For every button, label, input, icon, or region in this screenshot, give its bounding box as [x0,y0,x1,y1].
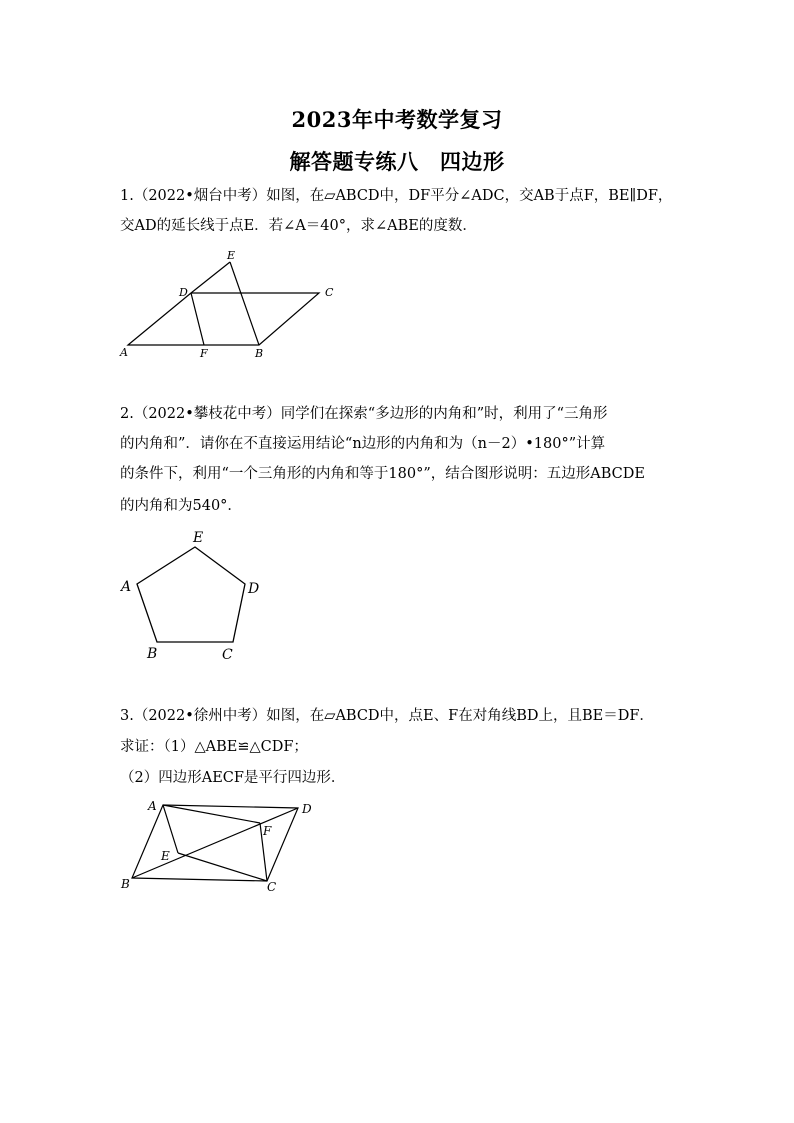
label-f: F [263,824,272,838]
problem-2-line-3: 的条件下，利用“一个三角形的内角和等于180°”，结合图形说明：五边形ABCDE [120,466,645,482]
problem-2-line-4: 的内角和为540°． [120,498,242,514]
label-c: C [222,647,233,663]
problem-3-line-1: 3.（2022•徐州中考）如图，在▱ABCD中，点E、F在对角线BD上，且BE＝DF． [120,708,654,724]
segment-ec [178,853,267,881]
label-d: D [248,581,260,597]
label-b: B [255,347,264,360]
problem-3-line-3: （2）四边形AECF是平行四边形． [120,770,346,786]
label-e: E [193,530,204,546]
label-e: E [227,249,236,262]
label-a: A [121,579,132,595]
problem-1-line-2: 交AD的延长线于点E．若∠A＝40°，求∠ABE的度数． [120,218,477,234]
label-d: D [179,286,188,299]
problem-3-line-2: 求证：（1）△ABE≌△CDF； [120,739,308,755]
label-e: E [161,849,170,863]
label-c: C [325,286,334,299]
label-d: D [302,802,312,816]
label-b: B [147,646,158,662]
segment-ae [163,805,178,853]
segment-af [163,805,260,823]
label-a: A [148,799,157,813]
label-a: A [120,346,128,359]
problem-1-line-1: 1.（2022•烟台中考）如图，在▱ABCD中，DF平分∠ADC，交AB于点F，BE∥DF， [120,188,673,204]
document-subtitle: 解答题专练八 四边形 [289,149,505,174]
label-f: F [200,347,208,360]
problem-2-line-1: 2.（2022•攀枝花中考）同学们在探索“多边形的内角和”时，利用了“三角形 [120,406,608,422]
label-b: B [121,877,130,891]
problem-2-line-2: 的内角和”．请你在不直接运用结论“n边形的内角和为（n－2）•180°”计算 [120,436,606,452]
label-c: C [267,880,277,894]
document-title: 2023年中考数学复习 [291,107,503,132]
